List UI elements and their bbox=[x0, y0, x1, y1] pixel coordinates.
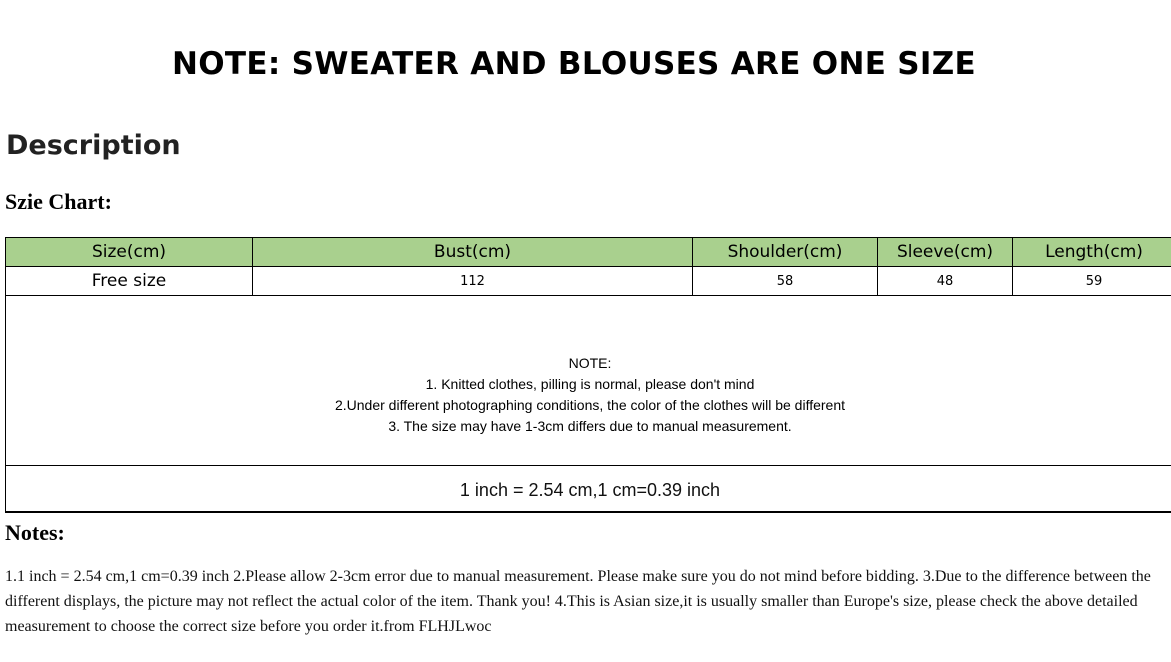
cell-length: 59 bbox=[1013, 267, 1171, 296]
table-header-row bbox=[6, 238, 1171, 267]
care-note-title: NOTE: bbox=[568, 355, 612, 371]
description-heading: Description bbox=[6, 130, 181, 161]
cell-sleeve: 48 bbox=[878, 267, 1013, 296]
header-sleeve: Sleeve(cm) bbox=[878, 238, 1013, 267]
table-row bbox=[6, 267, 1171, 296]
notes-body: 1.1 inch = 2.54 cm,1 cm=0.39 inch 2.Please allow 2-3cm error due to manual measurement. Please make sure you do not mind before bidding. 3.Due to the difference between the different displays, the picture may not reflect the actual color of the item. Thank you! 4.This is Asian size,it is usually smaller than Europe's size, please check the above detailed measurement to choose the correct size before you order it.from FLHJLwoc bbox=[5, 568, 1151, 635]
size-chart-table bbox=[5, 237, 1171, 296]
header-length: Length(cm) bbox=[1013, 238, 1171, 267]
unit-conversion: 1 inch = 2.54 cm,1 cm=0.39 inch bbox=[5, 465, 1171, 513]
care-note-box bbox=[5, 295, 1171, 466]
cell-bust: 112 bbox=[253, 267, 693, 296]
care-note-line: 3. The size may have 1-3cm differs due to manual measurement. bbox=[388, 418, 792, 434]
notes-title: Notes: bbox=[5, 520, 65, 545]
header-bust: Bust(cm) bbox=[253, 238, 693, 267]
header-shoulder: Shoulder(cm) bbox=[693, 238, 878, 267]
cell-shoulder: 58 bbox=[693, 267, 878, 296]
care-note-line: 2.Under different photographing conditions, the color of the clothes will be different bbox=[334, 397, 846, 413]
care-note-line: 1. Knitted clothes, pilling is normal, please don't mind bbox=[425, 376, 755, 392]
size-chart-title: Szie Chart: bbox=[5, 189, 112, 214]
one-size-notice: NOTE: SWEATER AND BLOUSES ARE ONE SIZE bbox=[172, 46, 976, 82]
header-size: Size(cm) bbox=[6, 238, 253, 267]
cell-size: Free size bbox=[6, 267, 253, 296]
